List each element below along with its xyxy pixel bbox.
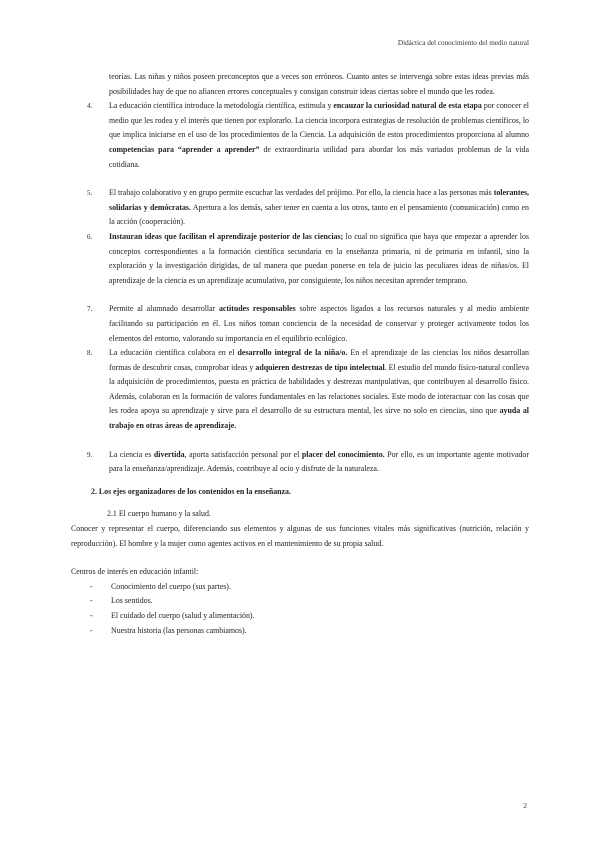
list-item: - Conocimiento del cuerpo (sus partes). [71, 580, 529, 595]
item-number: 9. [87, 450, 93, 459]
subsection-heading: 2.1 El cuerpo humano y la salud. [107, 509, 211, 519]
centers-list [71, 580, 529, 638]
item-number: 7. [87, 305, 93, 314]
item-number: 8. [87, 349, 93, 358]
dash-bullet: - [90, 625, 93, 635]
dash-bullet: - [90, 611, 93, 620]
list-item-5: 5. El trabajo colaborativo y en grupo permite escuchar las verdades del prójimo. Por ello, la ciencia hace a las personas más tolerantes, solidarias y demócratas. Apertura a los demás, saber tener en cuenta a los otros, tanto en el pensamiento (comunicación) como en la acción (cooperación). [87, 188, 529, 227]
list-item-7: 7. Permite al alumnado desarrollar actitudes responsables sobre aspectos ligados a los recursos naturales y al medio ambiente facilitando su participación en él. Los niños toman conciencia de la necesidad de conservar y proteger activamente todos los elementos del entorno, valorando su importancia en el equilibrio ecológico. [87, 304, 529, 343]
list-item: - Los sentidos. [71, 594, 529, 609]
continuation-paragraph: teorías. Las niñas y niños poseen preconceptos que a veces son erróneos. Cuanto antes se intervenga sobre estas ideas previas más posibilidades hay de que no afiancen errores conceptuales y consigan construir ideas ciertas sobre el mundo que les rodea. [109, 72, 529, 96]
section-heading: 2. Los ejes organizadores de los contenidos en la enseñanza. [91, 486, 291, 496]
running-header: Didáctica del conocimiento del medio natural [397, 39, 529, 47]
list-item-8: 8. La educación científica colabora en el desarrollo integral de la niña/o. En el aprendizaje de las ciencias los niños desarrollan formas de descubrir cosas, comprobar ideas y adquieren destrezas de tipo intelectual. El estudio del mundo físico-natural conlleva la adquisición de procedimientos, puesta en práctica de habilidades y destrezas manipulativas, que contribuyen al desarrollo físico. Además, colaboran en la formación de valores fundamentales en las relaciones sociales. Este modo de interactuar con las cosas que les rodea apoya su aprendizaje y sirve para el desarrollo de su estructura mental, les sirve no solo en ciencias, sino que ayuda al trabajo en otras áreas de aprendizaje. [87, 348, 529, 431]
subsection-body: Conocer y representar el cuerpo, diferenciando sus elementos y algunas de sus funciones vitales más significativas (nutrición, relación y reproducción). El hombre y la mujer como agentes activos en el mantenimiento de su propia salud. [71, 524, 529, 548]
bold-phrase: actitudes responsables [218, 304, 296, 314]
page-number: 2 [523, 801, 527, 810]
item-number: 6. [87, 232, 93, 241]
bold-phrase: Instauran ideas que facilitan el aprendizaje posterior de las ciencias; [109, 231, 344, 241]
item-number: 5. [87, 189, 93, 198]
bold-phrase: divertida [153, 449, 185, 459]
list-item-6: 6. Instauran ideas que facilitan el aprendizaje posterior de las ciencias; lo cual no significa que haya que empezar a aprender los conceptos correspondientes a la formación científica secundaria en la enseñanza primaria, ni de primaria en infantil, sino la exploración y la investigación dirigidas, de tal manera que puedan ponerse en tela de juicio las peculiares ideas de niñas/os. El aprendizaje de la ciencia es un aprendizaje acumulativo, por consiguiente, los niños necesitan aprender temprano. [87, 231, 529, 285]
list-item-9: 9. La ciencia es divertida, aporta satisfacción personal por el placer del conocimiento. Por ello, es un importante agente motivador para la enseñanza/aprendizaje. Además, contribuye al ocio y disfrute de la naturaleza. [87, 449, 529, 474]
list-item: - El cuidado del cuerpo (salud y alimentación). [71, 609, 529, 624]
list-item-4: 4. La educación científica introduce la metodología científica, estimula y encauzar la curiosidad natural de esta etapa por conocer el medio que les rodea y el interés que tienen por explorarlo. La ciencia incorpora estrategias de resolución de problemas científicos, lo que implica iniciarse en el uso de los procedimientos de la Ciencia. La adquisición de estos procedimientos proporciona al alumno competencias para “aprender a aprender” de extraordinaria utilidad para abordar los más variados problemas de la vida cotidiana. [87, 101, 529, 169]
list-item: - Nuestra historia (las personas cambiamos). [71, 624, 529, 639]
bold-phrase: desarrollo integral de la niña/o. [237, 348, 348, 358]
dash-bullet: - [90, 596, 93, 606]
centers-heading: Centros de interés en educación infantil: [71, 567, 199, 577]
bold-phrase: encauzar la curiosidad natural de esta etapa [333, 101, 482, 111]
bold-phrase: placer del conocimiento. [301, 449, 385, 459]
bold-phrase: ayuda al trabajo en otras áreas de aprendizaje. [109, 406, 529, 431]
bold-phrase: competencias para “aprender a aprender” [109, 144, 260, 154]
page-content [71, 70, 529, 638]
dash-bullet: - [90, 581, 93, 591]
bold-phrase: adquieren destrezas de tipo intelectual [255, 362, 385, 372]
bold-phrase: tolerantes, solidarias y demócratas. [109, 188, 529, 212]
item-number: 4. [87, 102, 93, 111]
